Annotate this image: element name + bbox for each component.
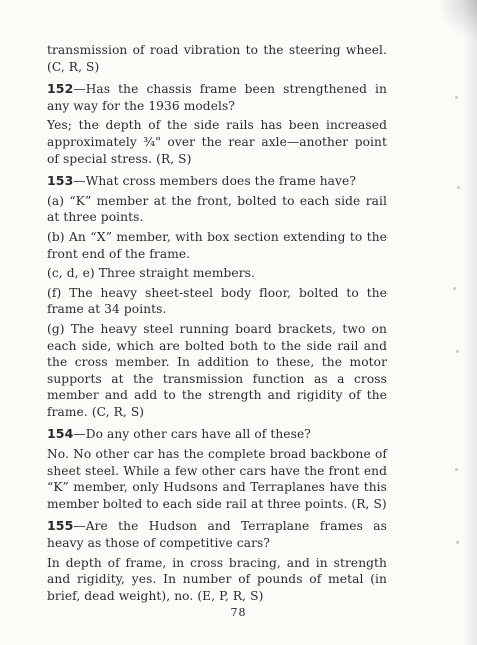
page-body (47, 42, 387, 604)
page-corner-shadow (437, 0, 477, 40)
answer-paragraph: In depth of frame, in cross bracing, and in strength and rigidity, yes. In number of pounds of metal (in brief, dead weight), no. (E, P, R, S) (47, 555, 387, 603)
question-153 (47, 173, 387, 190)
question-152 (47, 81, 387, 114)
question-number: 155 (47, 518, 74, 534)
question-number: 153 (47, 173, 74, 189)
question-154 (47, 426, 387, 443)
question-text: —Do any other cars have all of these? (73, 427, 311, 442)
answer-paragraph: (g) The heavy steel running board brackets, two on each side, which are bolted both to the side rail and the cross member. In addition to these, the motor supports at the transmission function as a cross member and add to the strength and rigidity of the frame. (C, R, S) (47, 321, 387, 419)
question-155 (47, 518, 387, 551)
page-edge-shadow (463, 0, 477, 645)
answer-paragraph: (c, d, e) Three straight members. (47, 266, 255, 281)
question-number: 154 (47, 426, 74, 442)
answer-paragraph: (b) An “X” member, with box section extending to the front end of the frame. (47, 229, 387, 261)
question-text: —Are the Hudson and Terraplane frames as heavy as those of competitive cars? (47, 519, 387, 551)
answer-paragraph: (f) The heavy sheet-steel body floor, bolted to the frame at 34 points. (47, 285, 387, 317)
question-text: —What cross members does the frame have? (73, 174, 356, 189)
answer-paragraph: (a) “K” member at the front, bolted to each side rail at three points. (47, 193, 387, 225)
question-text: —Has the chassis frame been strengthened in any way for the 1936 models? (47, 82, 387, 113)
continuation-paragraph: transmission of road vibration to the steering wheel. (C, R, S) (47, 43, 387, 74)
question-number: 152 (47, 81, 74, 97)
answer-paragraph: No. No other car has the complete broad backbone of sheet steel. While a few other cars have the front end “K” member, only Hudsons and Terraplanes have this member bolted to each side rail at three points. (R, S) (47, 447, 387, 511)
page-number: 78 (230, 606, 247, 619)
answer-paragraph: Yes; the depth of the side rails has been increased approximately ¾" over the rear axle—another point of special stress. (R, S) (47, 118, 387, 166)
